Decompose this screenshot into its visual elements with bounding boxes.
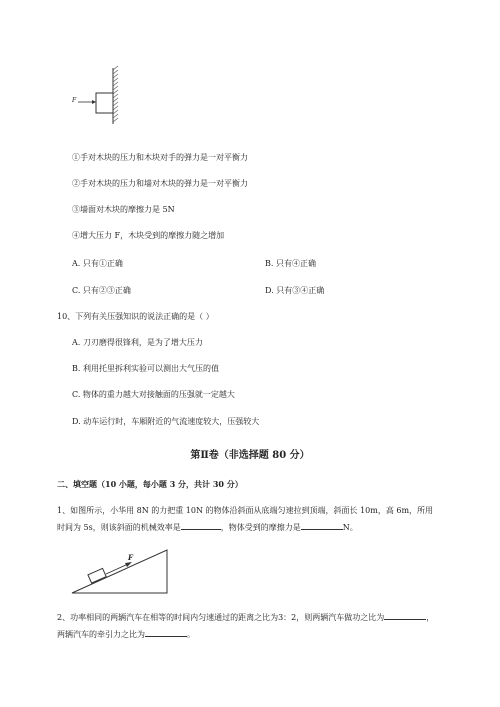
q9-option-a: A. 只有①正确	[72, 259, 123, 268]
q2-force-ratio-blank[interactable]	[145, 627, 187, 637]
q10-option-b: B. 利用托里拆利实验可以测出大气压的值	[72, 364, 219, 373]
incline-figure	[70, 548, 170, 596]
q2-work-ratio-blank[interactable]	[384, 610, 426, 620]
part2-title: 第Ⅱ卷（非选择题 80 分）	[190, 450, 310, 461]
q10-stem: 10、下列有关压强知识的说法正确的是（ ）	[57, 312, 214, 321]
q2-line1	[57, 609, 467, 626]
q1-friction-blank[interactable]	[301, 520, 343, 530]
q10-option-d: D. 动车运行时，车厢附近的气流速度较大，压强较大	[72, 417, 260, 426]
q1-line2-text-c: N。	[342, 523, 358, 532]
q1-line2	[57, 519, 467, 536]
q2-line1-text-a: 2、功率相同的两辆汽车在相等的时间内匀速通过的距离之比为3：2，则两辆汽车做功之比为	[57, 613, 385, 622]
statement-3: ③墙面对木块的摩擦力是 5N	[72, 205, 175, 214]
question-1	[57, 502, 467, 536]
wall-block-figure	[68, 64, 128, 128]
section-heading: 二、填空题（10 小题，每小题 3 分，共计 30 分）	[57, 479, 243, 489]
q1-line1: 1、如图所示，小华用 8N 的力把重 10N 的物体沿斜面从底端匀速拉到顶端，斜面长 10m，高 6m，所用	[57, 506, 434, 515]
q2-line2-text-a: 两辆汽车的牵引力之比为	[57, 630, 145, 639]
q10-option-a: A. 刀刃磨得很锋利，是为了增大压力	[72, 338, 203, 347]
q2-line2	[57, 626, 467, 643]
q9-option-d: D. 只有③④正确	[265, 286, 325, 295]
q1-line2-text-a: 时间为 5s，则该斜面的机械效率是	[57, 523, 181, 532]
statement-2: ②手对木块的压力和墙对木块的弹力是一对平衡力	[72, 179, 248, 188]
incline-force-label: F	[128, 553, 133, 562]
force-label: F	[72, 97, 77, 104]
q2-line2-text-b: 。	[187, 630, 195, 639]
q9-option-c: C. 只有②③正确	[72, 286, 131, 295]
question-2	[57, 609, 467, 643]
q1-efficiency-blank[interactable]	[181, 520, 221, 530]
q2-line1-text-b: ，	[426, 613, 435, 622]
q1-line2-text-b: ，物体受到的摩擦力是	[220, 523, 301, 532]
statement-1: ①手对木块的压力和木块对手的弹力是一对平衡力	[72, 153, 248, 162]
q10-option-c: C. 物体的重力越大对接触面的压强就一定越大	[72, 390, 235, 399]
q9-option-b: B. 只有④正确	[265, 259, 316, 268]
statement-4: ④增大压力 F，木块受到的摩擦力随之增加	[72, 231, 225, 240]
